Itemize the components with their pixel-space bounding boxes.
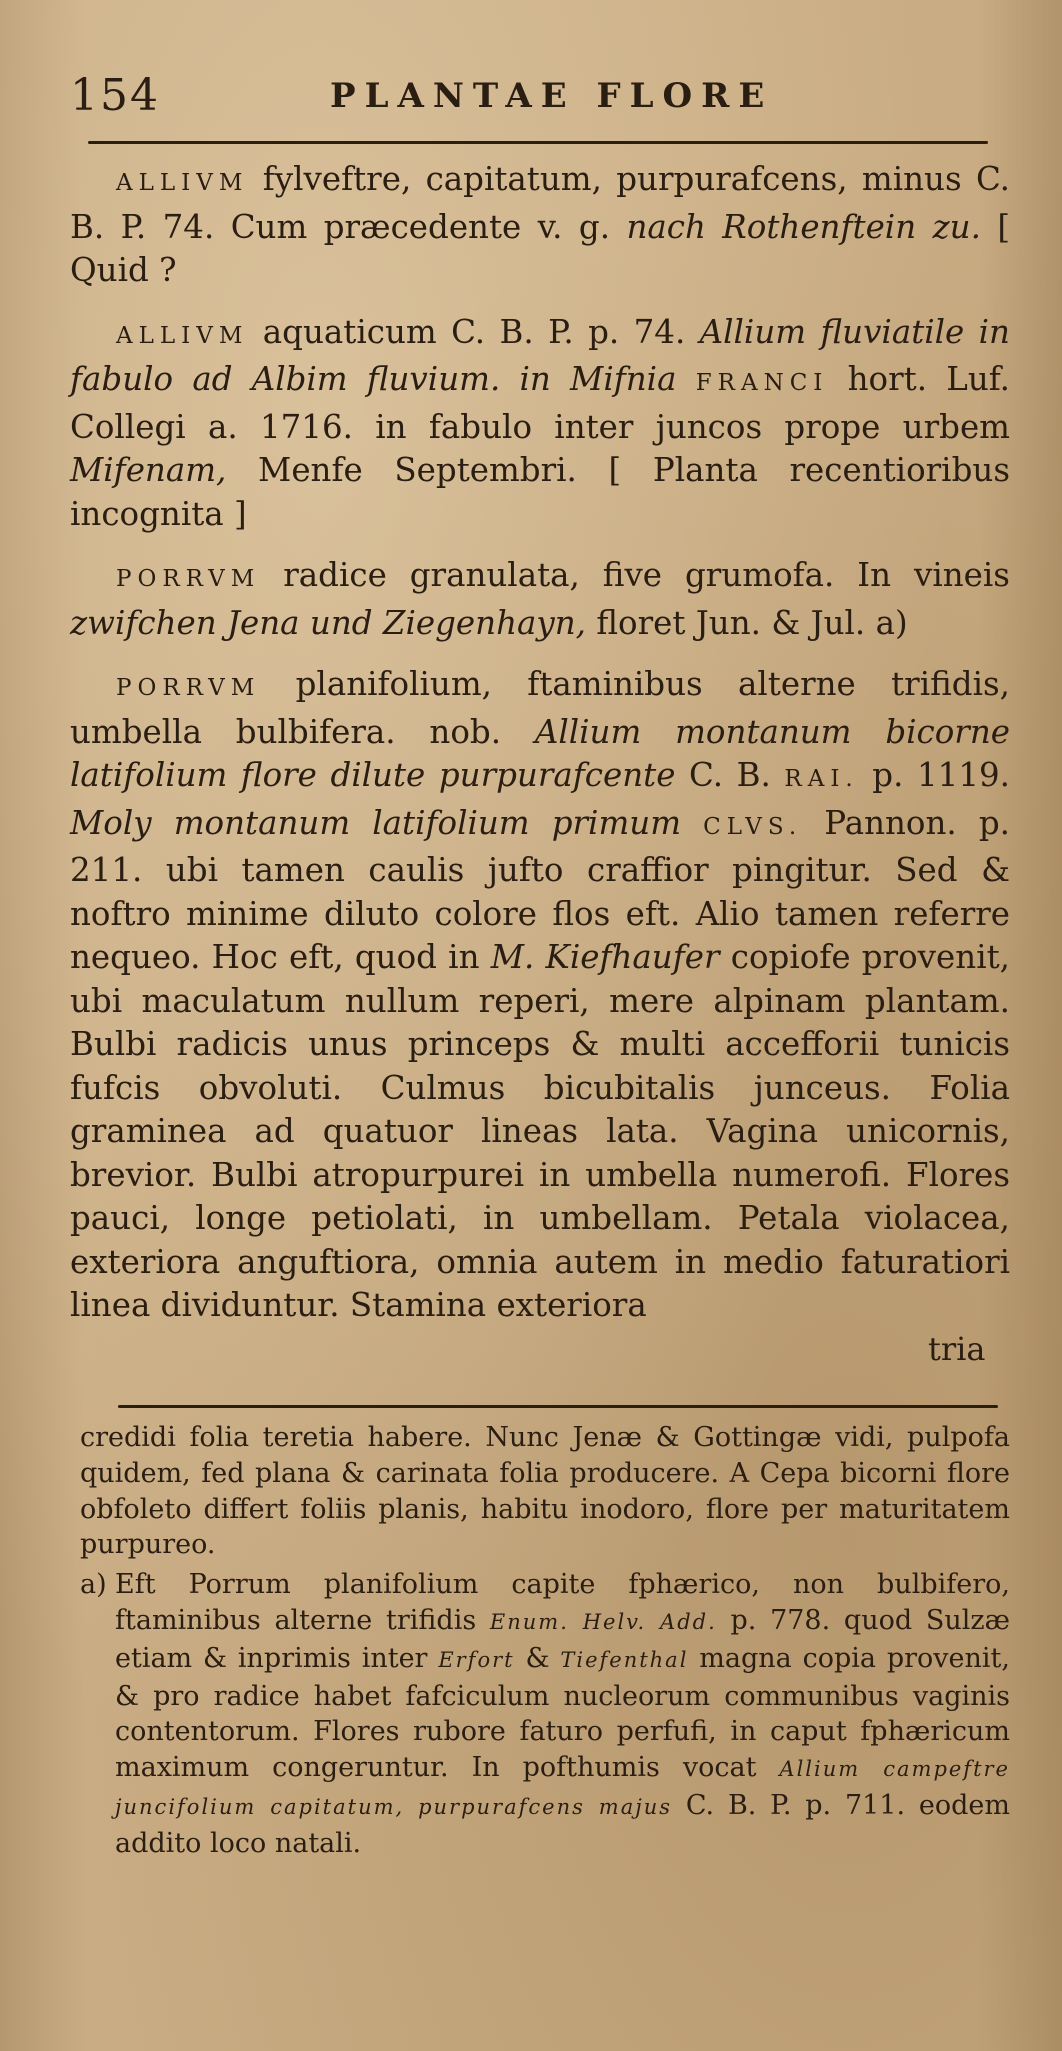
entry-porrum-granulatum: PORRVM radice granulata, five grumofa. In vineis zwifchen Jena und Ziegenhayn, floret Jun. & Jul. a): [70, 556, 1010, 642]
entry-genus-name: ALLIVM: [116, 170, 249, 196]
page-header: [70, 70, 990, 130]
entry-genus-name: PORRVM: [116, 566, 261, 592]
entry-porrum-planifolium: PORRVM planifolium, ftaminibus alterne trifidis, umbella bulbifera. nob. Allium montanum bicorne latifolium flore dilute purpurafcente C. B. RAI. p. 1119. Moly montanum latifolium primum CLVS. Pannon. p. 211. ubi tamen caulis jufto craffior pingitur. Sed & noftro minime diluto colore flos eft. Alio tamen referre nequeo. Hoc eft, quod in M. Kiefhaufer copiofe provenit, ubi maculatum nullum reperi, mere alpinam plantam. Bulbi radicis unus princeps & multi accefforii tunicis fufcis obvoluti. Culmus bicubitalis junceus. Folia graminea ad quatuor lineas lata. Vagina unicornis, brevior. Bulbi atropurpurei in umbella numerofi. Flores pauci, longe petiolati, in umbellam. Petala violacea, exteriora anguftiora, omnia autem in medio faturatiori linea dividuntur. Stamina exteriora: [70, 665, 1011, 1324]
entry-allium-aquaticum: ALLIVM aquaticum C. B. P. p. 74. Allium fluviatile in fabulo ad Albim fluvium. in Mifnia FRANCI hort. Luf. Collegi a. 1716. in fabulo inter juncos prope urbem Mifenam, Menfe Septembri. [ Planta recentioribus incognita ]: [70, 312, 1010, 533]
footnote-marker: a): [80, 1569, 107, 1601]
header-rule: [88, 141, 988, 144]
page-number: 154: [70, 70, 160, 121]
entry-allium-sylvestre: ALLIVM fylveftre, capitatum, purpurafcens, minus C. B. P. 74. Cum præcedente v. g. nach Rothenftein zu. [ Quid ?: [70, 160, 1010, 289]
main-text: [70, 158, 1010, 1328]
footnote-continuation: credidi folia teretia habere. Nunc Jenæ & Gottingæ vidi, pulpofa quidem, fed plana & carinata folia producere. A Cepa bicorni flore obfoleto differt foliis planis, habitu inodoro, flore per maturitatem purpureo.: [80, 1422, 1010, 1561]
running-title: PLANTAE FLORE: [330, 76, 774, 116]
footnote-a: a) Eft Porrum planifolium capite fphærico, non bulbifero, ftaminibus alterne trifidis Enum. Helv. Add. p. 778. quod Sulzæ etiam & inprimis inter Erfort & Tiefenthal magna copia provenit, & pro radice habet fafciculum nucleorum communibus vaginis contentorum. Flores rubore faturo perfufi, in caput fphæricum maximum congeruntur. In pofthumis vocat Allium campeftre juncifolium capitatum, purpurafcens majus C. B. P. p. 711. eodem addito loco natali.: [80, 1569, 1010, 1859]
footnotes: [80, 1420, 1010, 1862]
catchword: tria: [928, 1330, 986, 1368]
entry-genus-name: ALLIVM: [116, 322, 249, 349]
entry-genus-name: PORRVM: [116, 675, 261, 701]
footnote-rule: [118, 1405, 998, 1408]
